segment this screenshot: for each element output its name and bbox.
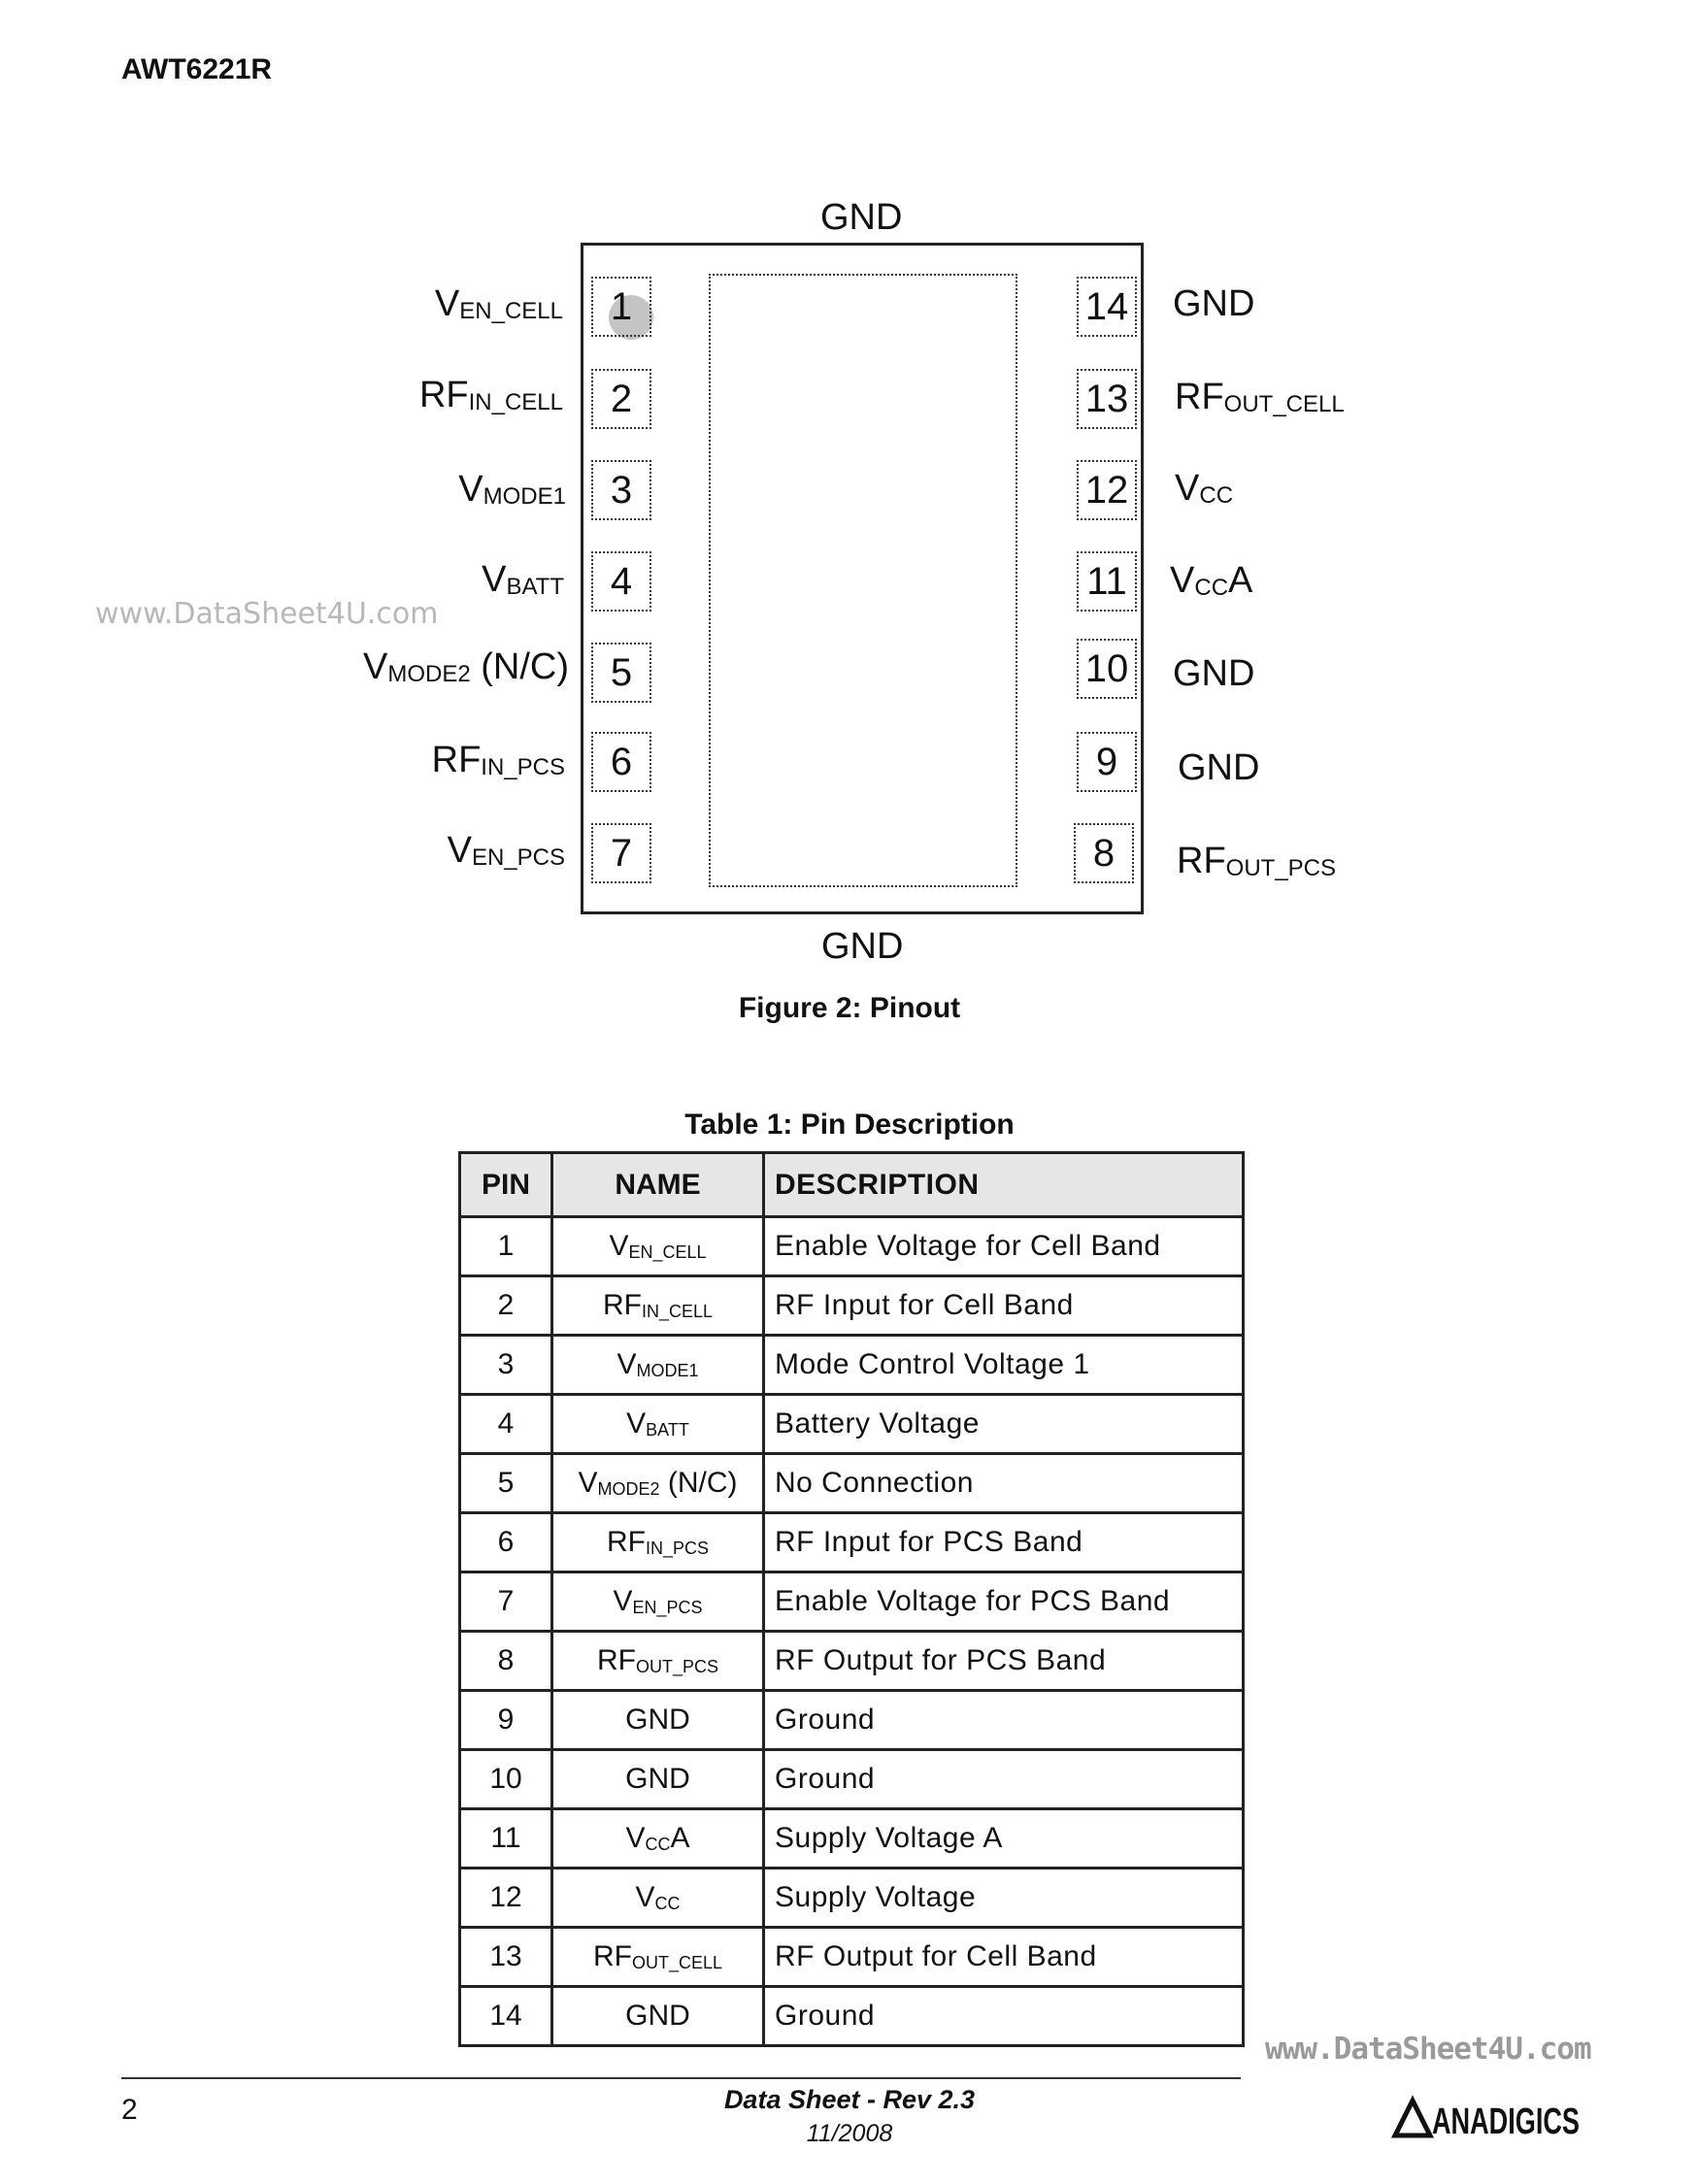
cell-description: Supply Voltage — [764, 1869, 1244, 1928]
footer-divider — [121, 2077, 1241, 2079]
footer-title: Data Sheet - Rev 2.3 — [723, 2085, 976, 2114]
pin-box-1: 1 — [591, 277, 651, 337]
cell-pin: 14 — [460, 1987, 552, 2046]
pin-label-9: GND — [1178, 747, 1260, 788]
pin-label-7: $V_{EN\_PCS}$ — [447, 830, 565, 871]
svg-text:ANADIGICS: ANADIGICS — [1432, 2101, 1580, 2142]
pin-box-7: 7 — [591, 823, 651, 883]
table-row — [460, 1928, 1244, 1987]
cell-name: $V_{CC}$ — [552, 1869, 764, 1928]
table-row — [460, 1750, 1244, 1809]
pin-label-5: $V_{MODE2}$ (N/C) — [362, 646, 569, 687]
cell-description: Enable Voltage for PCS Band — [764, 1572, 1244, 1632]
cell-description: No Connection — [764, 1454, 1244, 1513]
cell-description: Mode Control Voltage 1 — [764, 1336, 1244, 1395]
cell-pin: 12 — [460, 1869, 552, 1928]
cell-description: Supply Voltage A — [764, 1809, 1244, 1869]
pin-label-2: $RF_{IN\_CELL}$ — [418, 375, 563, 415]
pin-box-4: 4 — [591, 551, 651, 612]
cell-name: $V_{MODE2}$ (N/C) — [552, 1454, 764, 1513]
pin-label-13: $RF_{OUT\_CELL}$ — [1175, 377, 1345, 417]
cell-name: GND — [552, 1691, 764, 1750]
pin-box-14: 14 — [1077, 277, 1137, 337]
table-row — [460, 1691, 1244, 1750]
pin-description-table — [458, 1151, 1245, 2047]
pin-label-8: $RF_{OUT\_PCS}$ — [1177, 841, 1337, 881]
pin-label-3: $V_{MODE1}$ — [458, 469, 566, 510]
cell-pin: 4 — [460, 1395, 552, 1454]
pinout-bottom-gnd-label: GND — [821, 926, 904, 967]
table-row — [460, 1454, 1244, 1513]
page-number: 2 — [121, 2094, 138, 2126]
pin-label-12: $V_{CC}$ — [1175, 468, 1234, 509]
watermark-right: www.DataSheet4U.com — [1265, 2032, 1591, 2067]
table-row — [460, 1809, 1244, 1869]
anadigics-logo-icon — [1393, 2097, 1582, 2142]
cell-name: GND — [552, 1987, 764, 2046]
table-row — [460, 1513, 1244, 1572]
pin-label-6: $RF_{IN\_PCS}$ — [431, 740, 565, 780]
table-caption: Table 1: Pin Description — [684, 1109, 1015, 1141]
pin-box-5: 5 — [591, 643, 651, 703]
cell-description: RF Output for Cell Band — [764, 1928, 1244, 1987]
cell-description: RF Input for PCS Band — [764, 1513, 1244, 1572]
cell-pin: 6 — [460, 1513, 552, 1572]
header-pin: PIN — [460, 1153, 552, 1217]
cell-pin: 1 — [460, 1217, 552, 1276]
cell-description: Battery Voltage — [764, 1395, 1244, 1454]
figure-caption: Figure 2: Pinout — [738, 992, 961, 1024]
cell-name: $V_{CC}A$ — [552, 1809, 764, 1869]
pinout-top-gnd-label: GND — [820, 197, 903, 238]
cell-name: $V_{BATT}$ — [552, 1395, 764, 1454]
cell-pin: 5 — [460, 1454, 552, 1513]
table-row — [460, 1276, 1244, 1336]
cell-pin: 11 — [460, 1809, 552, 1869]
cell-name: $V_{EN\_PCS}$ — [552, 1572, 764, 1632]
pin-box-3: 3 — [591, 460, 651, 520]
header-description: DESCRIPTION — [764, 1153, 1244, 1217]
table-row — [460, 1869, 1244, 1928]
pin-box-10: 10 — [1077, 639, 1137, 699]
cell-name: $RF_{OUT\_PCS}$ — [552, 1632, 764, 1691]
pin-box-9: 9 — [1077, 732, 1137, 792]
cell-description: RF Output for PCS Band — [764, 1632, 1244, 1691]
pin-box-13: 13 — [1077, 369, 1137, 429]
cell-name: $RF_{IN\_PCS}$ — [552, 1513, 764, 1572]
cell-description: Ground — [764, 1987, 1244, 2046]
header-name: NAME — [552, 1153, 764, 1217]
cell-pin: 9 — [460, 1691, 552, 1750]
cell-pin: 3 — [460, 1336, 552, 1395]
cell-pin: 13 — [460, 1928, 552, 1987]
table-row — [460, 1572, 1244, 1632]
cell-name: GND — [552, 1750, 764, 1809]
cell-pin: 7 — [460, 1572, 552, 1632]
cell-description: Ground — [764, 1750, 1244, 1809]
document-header-title: AWT6221R — [121, 53, 273, 85]
cell-description: RF Input for Cell Band — [764, 1276, 1244, 1336]
table-row — [460, 1336, 1244, 1395]
pin-box-6: 6 — [591, 732, 651, 792]
table-row — [460, 1632, 1244, 1691]
pin-box-2: 2 — [591, 369, 651, 429]
cell-description: Enable Voltage for Cell Band — [764, 1217, 1244, 1276]
cell-pin: 2 — [460, 1276, 552, 1336]
pin-label-10: GND — [1173, 653, 1255, 694]
cell-name: $RF_{OUT\_CELL}$ — [552, 1928, 764, 1987]
pin-box-12: 12 — [1077, 460, 1137, 520]
table-header-row — [460, 1153, 1244, 1217]
cell-name: $V_{MODE1}$ — [552, 1336, 764, 1395]
table-row — [460, 1395, 1244, 1454]
table-row — [460, 1987, 1244, 2046]
pin-box-11: 11 — [1077, 551, 1137, 612]
cell-name: $V_{EN\_CELL}$ — [552, 1217, 764, 1276]
pin-label-4: $V_{BATT}$ — [482, 559, 564, 600]
cell-pin: 10 — [460, 1750, 552, 1809]
watermark-left: www.DataSheet4U.com — [95, 597, 439, 631]
cell-pin: 8 — [460, 1632, 552, 1691]
footer-date: 11/2008 — [806, 2120, 893, 2147]
pin-label-1: $V_{EN\_CELL}$ — [434, 283, 563, 324]
cell-description: Ground — [764, 1691, 1244, 1750]
table-row — [460, 1217, 1244, 1276]
cell-name: $RF_{IN\_CELL}$ — [552, 1276, 764, 1336]
pin-box-8: 8 — [1074, 823, 1134, 883]
pin-label-11: $V_{CC}A$ — [1170, 560, 1253, 601]
pin-label-14: GND — [1173, 283, 1255, 324]
chip-die-pad — [709, 274, 1017, 887]
